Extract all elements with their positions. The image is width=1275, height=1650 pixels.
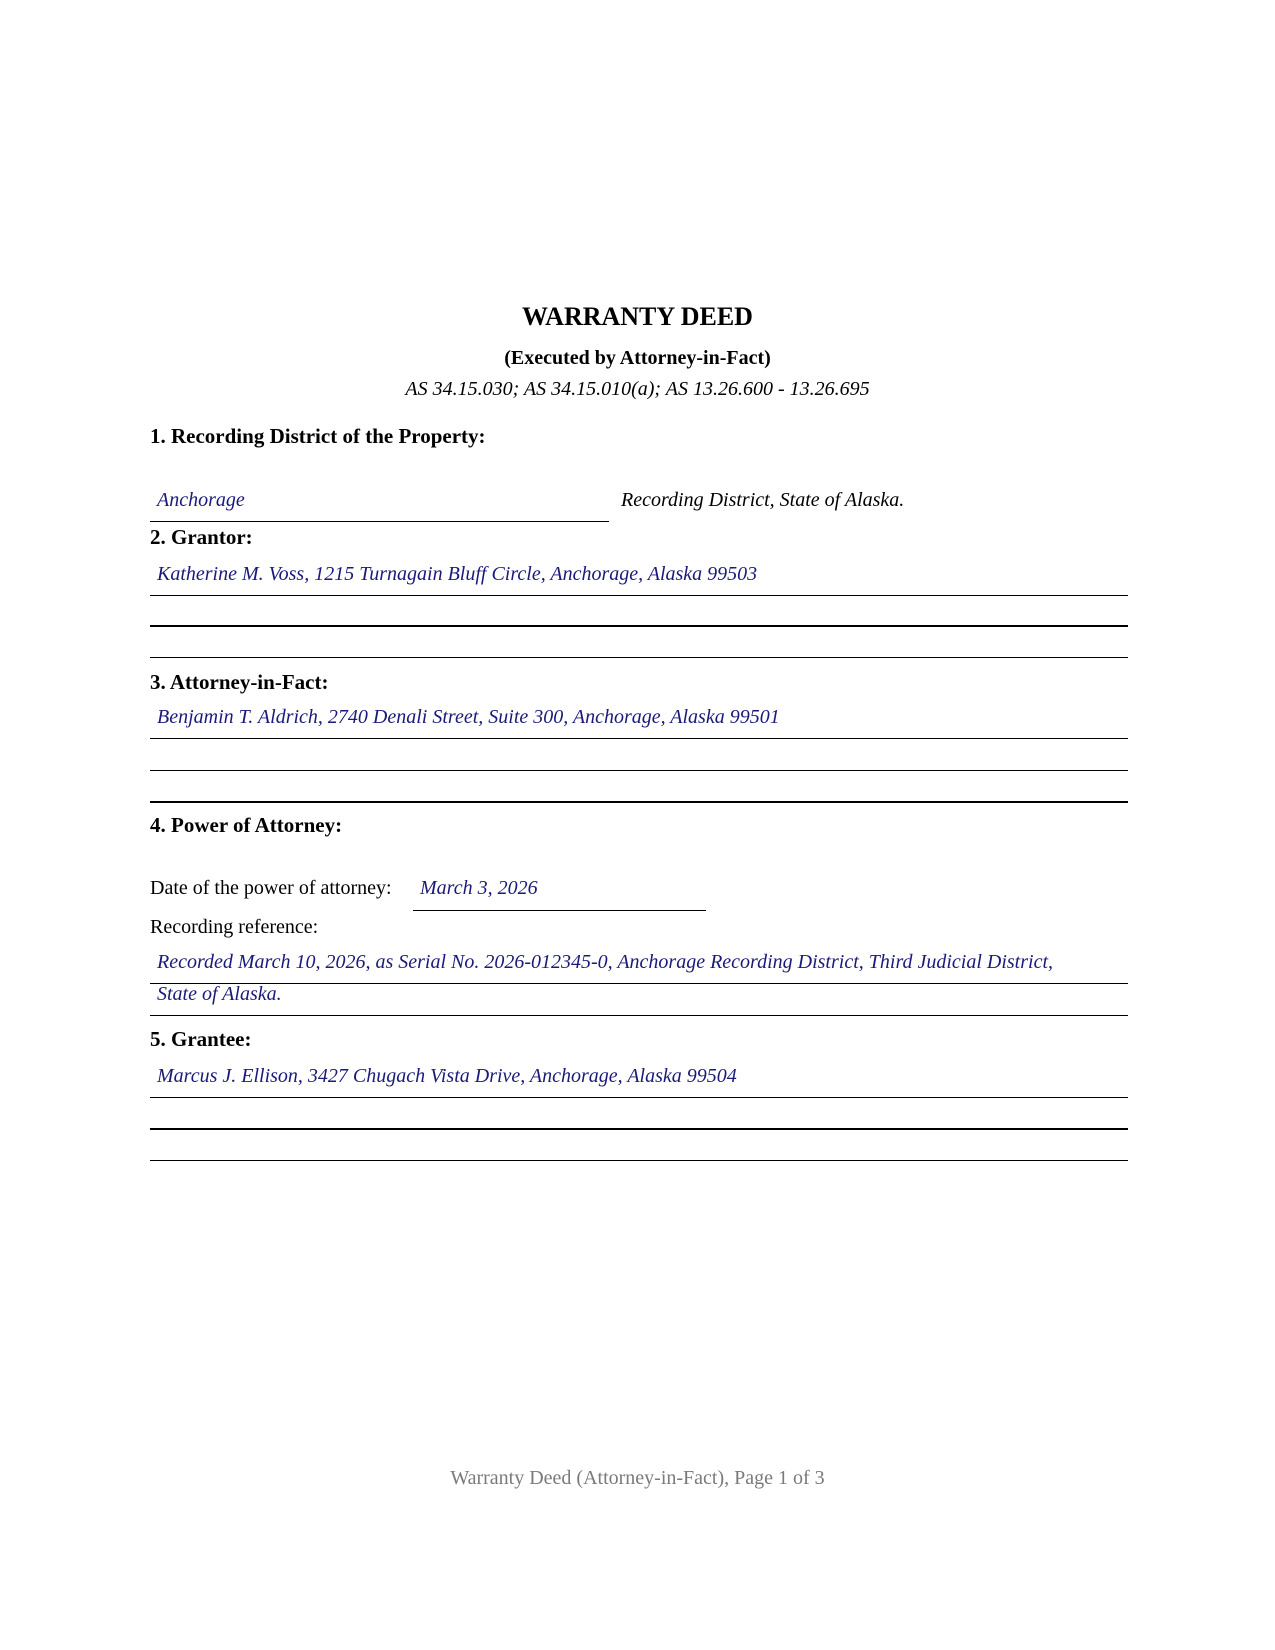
attorney-in-fact-line-1 <box>150 738 1128 739</box>
grantee-line-1 <box>150 1097 1128 1098</box>
recording-district-underline <box>150 521 609 522</box>
attorney-in-fact-line-3 <box>150 801 1128 803</box>
poa-date-field[interactable]: March 3, 2026 <box>420 877 538 899</box>
poa-date-label: Date of the power of attorney: <box>150 877 392 899</box>
grantee-line-2 <box>150 1128 1128 1130</box>
recording-district-suffix: Recording District, State of Alaska. <box>621 489 905 511</box>
grantor-field[interactable]: Katherine M. Voss, 1215 Turnagain Bluff Circle, Anchorage, Alaska 99503 <box>157 563 758 585</box>
section4-heading: 4. Power of Attorney: <box>150 813 343 837</box>
grantor-line-1 <box>150 595 1128 596</box>
section1-heading: 1. Recording District of the Property: <box>150 424 486 448</box>
page-footer: Warranty Deed (Attorney-in-Fact), Page 1 of 3 <box>450 1467 825 1489</box>
recording-district-field[interactable]: Anchorage <box>157 489 245 511</box>
recording-reference-underline-2 <box>150 1015 1128 1016</box>
recording-reference-underline-1 <box>150 983 1128 984</box>
grantor-line-3 <box>150 657 1128 658</box>
recording-reference-label: Recording reference: <box>150 916 319 938</box>
section2-heading: 2. Grantor: <box>150 525 253 549</box>
recording-reference-line-1[interactable]: Recorded March 10, 2026, as Serial No. 2026-012345-0, Anchorage Recording District, Third Judicial District, <box>157 951 1054 973</box>
poa-date-underline <box>413 910 706 911</box>
recording-reference-line-2[interactable]: State of Alaska. <box>157 983 282 1005</box>
grantor-line-2 <box>150 625 1128 627</box>
document-title: WARRANTY DEED <box>522 302 753 331</box>
grantee-field[interactable]: Marcus J. Ellison, 3427 Chugach Vista Drive, Anchorage, Alaska 99504 <box>157 1065 737 1087</box>
attorney-in-fact-field[interactable]: Benjamin T. Aldrich, 2740 Denali Street, Suite 300, Anchorage, Alaska 99501 <box>157 706 780 728</box>
attorney-in-fact-line-2 <box>150 770 1128 771</box>
statute-reference: AS 34.15.030; AS 34.15.010(a); AS 13.26.600 - 13.26.695 <box>405 378 870 400</box>
grantee-line-3 <box>150 1160 1128 1161</box>
document-subtitle: (Executed by Attorney-in-Fact) <box>504 347 771 369</box>
section5-heading: 5. Grantee: <box>150 1027 252 1051</box>
section3-heading: 3. Attorney-in-Fact: <box>150 670 329 694</box>
